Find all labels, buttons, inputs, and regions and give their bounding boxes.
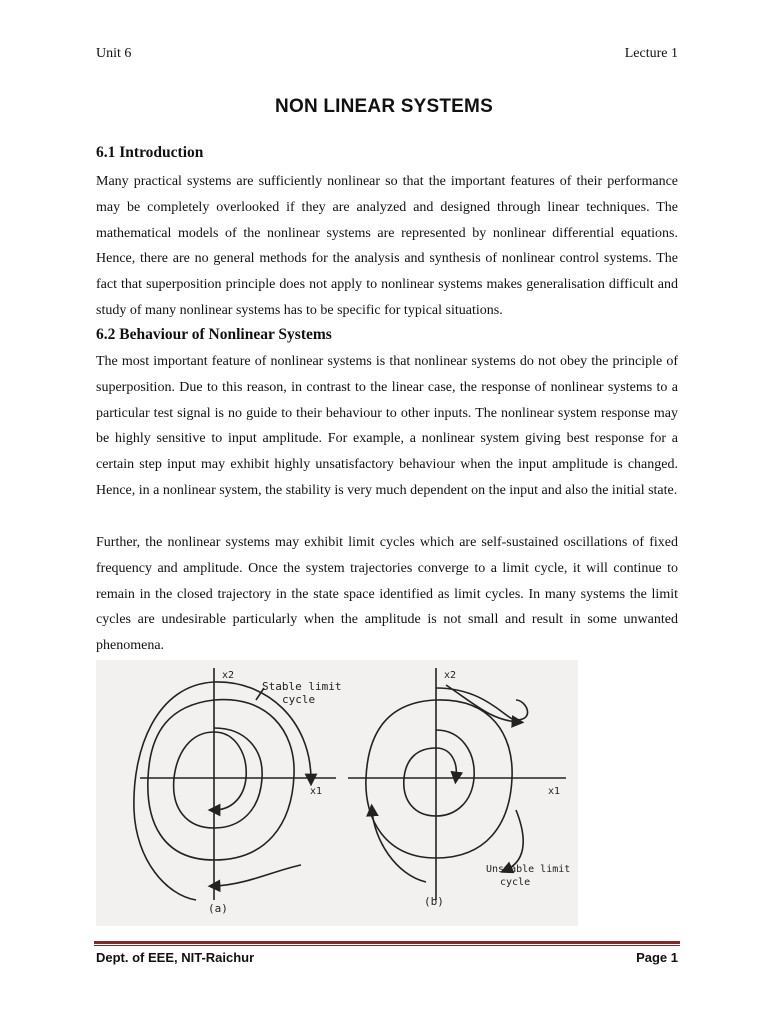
panel-b-caption: (b) — [424, 895, 444, 908]
paragraph-introduction: Many practical systems are sufficiently nonlinear so that the important features of their performance may be completely overlooked if they are analyzed and designed through linear techniques. The mathematical models of the nonlinear systems are represented by nonlinear differential equations. Hence, there are no general methods for the analysis and synthesis of nonlinear control systems. The fact that superposition principle does not apply to nonlinear systems makes generalisation difficult and study of many nonlinear systems has to be specific for typical situations. — [96, 174, 678, 318]
section-heading-introduction: 6.1 Introduction — [96, 144, 204, 161]
footer-rule-thin — [94, 945, 680, 946]
paragraph-behaviour-1: The most important feature of nonlinear systems is that nonlinear systems do not obey the principle of superposition. Due to this reason, in contrast to the linear case, the response of nonlinear systems to a particular test signal is no guide to their behaviour to other inputs. The nonlinear system response may be highly sensitive to input amplitude. For example, a nonlinear system giving best response for a certain step input may exhibit highly unsatisfactory behaviour when the input amplitude is changed. Hence, in a nonlinear system, the stability is very much dependent on the input and also the initial state. — [96, 354, 678, 498]
stable-limit-cycle — [148, 700, 294, 860]
header-lecture: Lecture 1 — [624, 46, 678, 61]
limit-cycle-diagram — [96, 660, 578, 926]
header-unit: Unit 6 — [96, 46, 132, 61]
unstable-limit-cycle — [366, 700, 512, 858]
footer-page-number: Page 1 — [636, 950, 678, 965]
page-title: NON LINEAR SYSTEMS — [275, 96, 493, 117]
limit-cycle-figure — [96, 660, 578, 926]
paragraph-behaviour-2: Further, the nonlinear systems may exhibit limit cycles which are self-sustained oscillations of fixed frequency and amplitude. Once the system trajectories converge to a limit cycle, it will continue to remain in the closed trajectory in the state space identified as limit cycles. In many systems the limit cycles are undesirable particularly when the amplitude is not small and result in some unwanted phenomena. — [96, 535, 678, 654]
panel-b-x1-label: x1 — [548, 786, 561, 797]
panel-a-x2-label: x2 — [222, 670, 235, 681]
stable-limit-label-2: cycle — [282, 693, 316, 706]
panel-a-x1-label: x1 — [310, 786, 323, 797]
stable-limit-label-1: Stable limit — [262, 680, 342, 693]
unstable-limit-label-1: Unstable limit — [486, 864, 571, 875]
unstable-limit-label-2: cycle — [500, 877, 531, 888]
panel-b-x2-label: x2 — [444, 670, 457, 681]
section-heading-behaviour: 6.2 Behaviour of Nonlinear Systems — [96, 326, 332, 343]
footer-rule-thick — [94, 941, 680, 944]
panel-a-caption: (a) — [208, 902, 228, 915]
footer-department: Dept. of EEE, NIT-Raichur — [96, 950, 255, 965]
